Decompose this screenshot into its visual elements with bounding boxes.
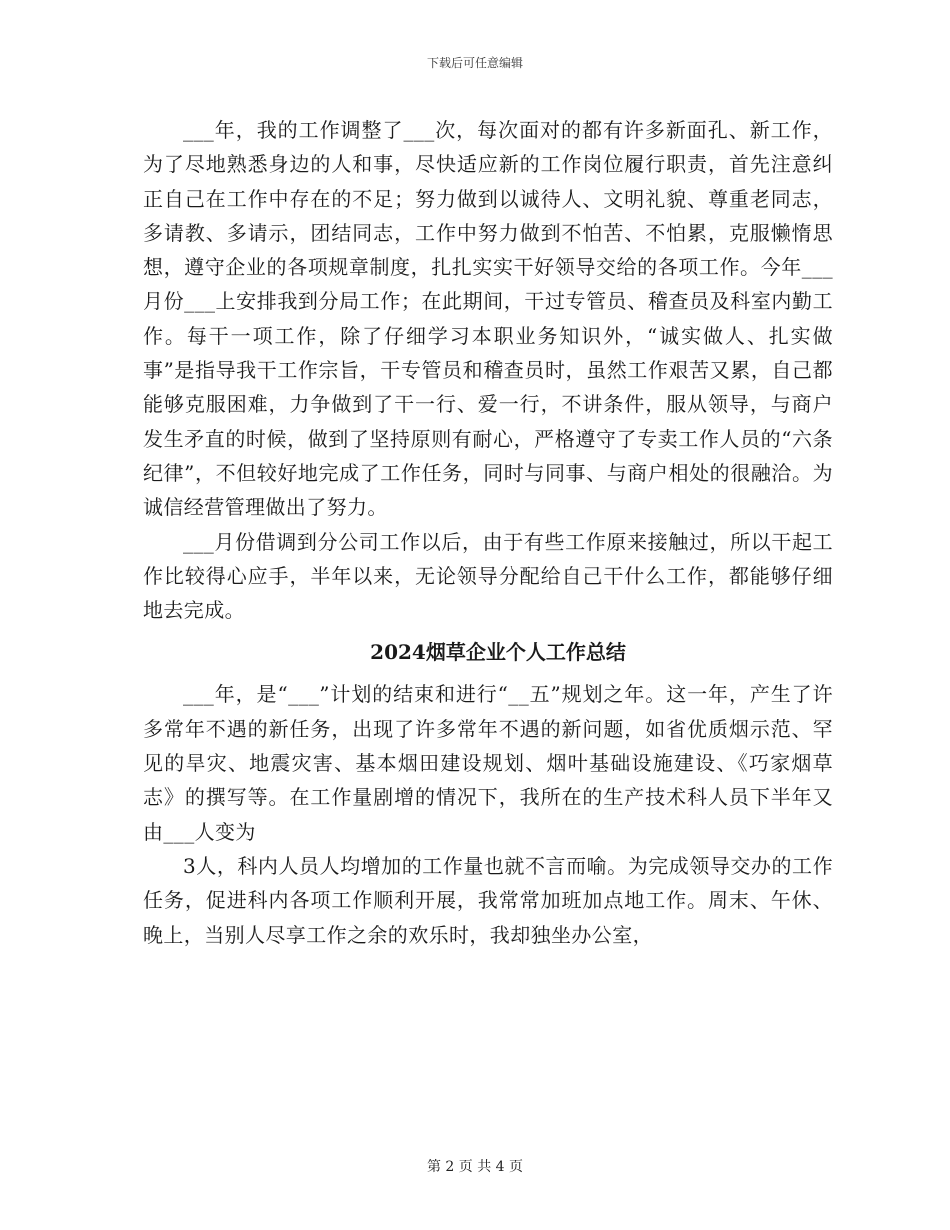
page-number: 第 2 页 共 4 页	[426, 1159, 524, 1175]
paragraph-year-review: ___年，是“___”计划的结束和进行“__五”规划之年。这一年，产生了许多常年不遇的新任务，出现了许多常年不遇的新问题，如省优质烟示范、罕见的旱灾、地震灾害、基本烟田建设规划、烟叶基础设施建设、《巧家烟草志》的撰写等。在工作量剧增的情况下，我所在的生产技术科人员下半年又由___人变为	[143, 682, 833, 844]
paragraph-branch-secondment: ___月份借调到分公司工作以后，由于有些工作原来接触过，所以干起工作比较得心应手，半年以来，无论领导分配给自己干什么工作，都能够仔细地去完成。	[143, 529, 833, 623]
paragraph-workload: 3人，科内人员人均增加的工作量也就不言而喻。为完成领导交办的工作任务，促进科内各项工作顺利开展，我常常加班加点地工作。周末、午休、晚上，当别人尽享工作之余的欢乐时，我却独坐办公室，	[143, 853, 833, 947]
page-header: 下载后可任意编辑	[426, 56, 523, 70]
section-title: 2024烟草企业个人工作总结	[370, 640, 626, 665]
paragraph-work-adjustment: ___年，我的工作调整了___次，每次面对的都有许多新面孔、新工作，为了尽地熟悉身边的人和事，尽快适应新的工作岗位履行职责，首先注意纠正自己在工作中存在的不足；努力做到以诚待人、文明礼貌、尊重老同志，多请教、多请示，团结同志，工作中努力做到不怕苦、不怕累，克服懒惰思想，遵守企业的各项规章制度，扎扎实实干好领导交给的各项工作。今年___月份___上安排我到分局工作；在此期间，干过专管员、稽查员及科室内勤工作。每干一项工作，除了仔细学习本职业务知识外，“诚实做人、扎实做事”是指导我干工作宗旨，干专管员和稽查员时，虽然工作艰苦又累，自己都能够克服困难，力争做到了干一行、爱一行，不讲条件，服从领导，与商户发生矛直的时候，做到了坚持原则有耐心，严格遵守了专卖工作人员的“六条纪律”，不但较好地完成了工作任务，同时与同事、与商户相处的很融洽。为诚信经营管理做出了努力。	[143, 118, 833, 520]
document-body	[143, 113, 833, 952]
